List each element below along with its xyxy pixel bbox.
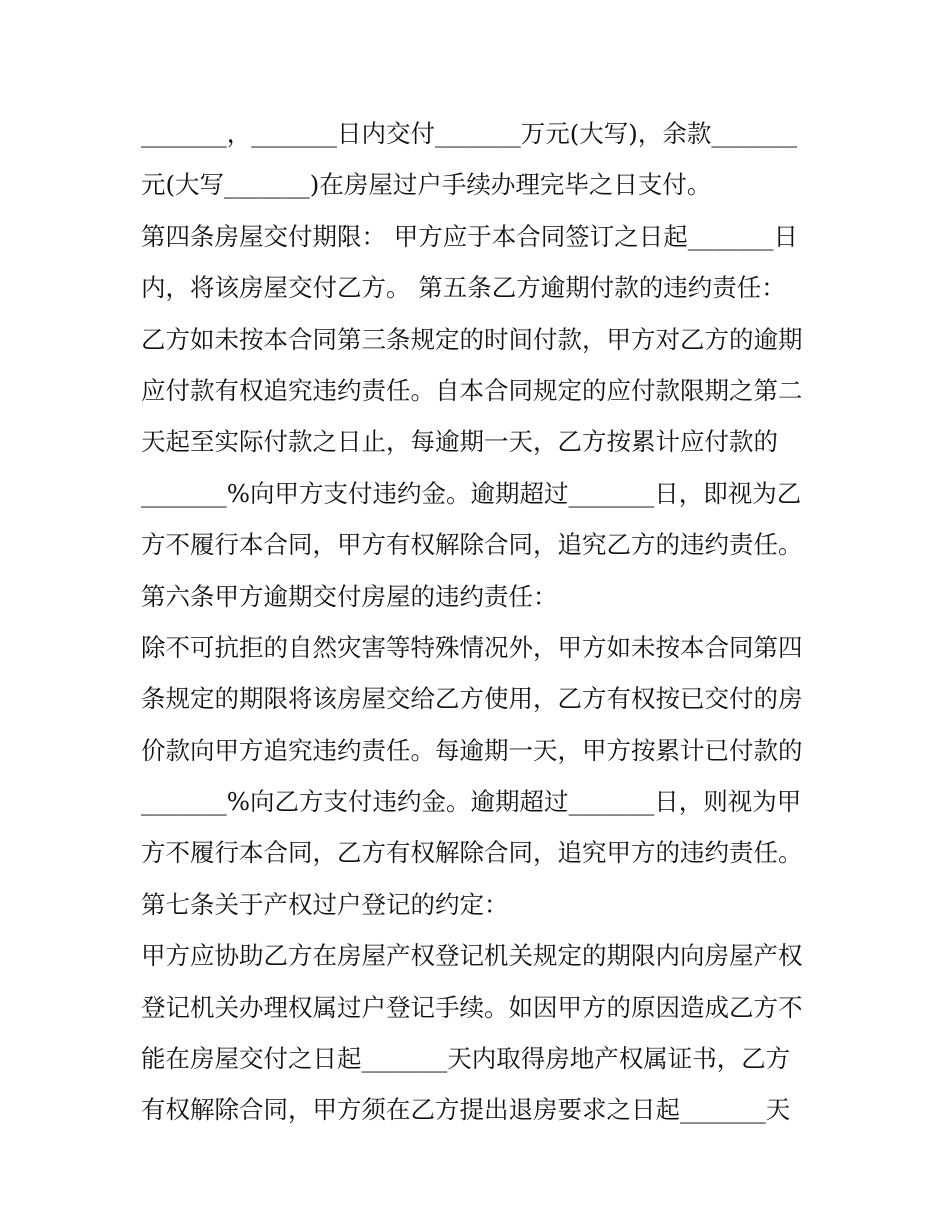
article-5-line: 内，将该房屋交付乙方。 第五条乙方逾期付款的违约责任：: [141, 273, 786, 303]
text-line: 价款向甲方追究违约责任。每逾期一天，甲方按累计已付款的: [141, 735, 803, 765]
text-line: _______，_______日内交付_______万元(大写)，余款_______: [141, 119, 798, 148]
text-line: _______%向乙方支付违约金。逾期超过_______日，则视为甲: [141, 787, 802, 817]
text-line: 方不履行本合同，甲方有权解除合同，追究乙方的违约责任。: [141, 530, 803, 560]
article-6-heading: 第六条甲方逾期交付房屋的违约责任：: [141, 581, 558, 611]
text-line: 甲方应协助乙方在房屋产权登记机关规定的期限内向房屋产权: [141, 941, 803, 971]
article-4-line: 第四条房屋交付期限： 甲方应于本合同签订之日起_______日: [141, 221, 799, 251]
text-line: 元(大写_______)在房屋过户手续办理完毕之日支付。: [141, 170, 712, 200]
contract-text: [141, 108, 841, 1136]
text-line: 能在房屋交付之日起_______天内取得房地产权属证书，乙方: [141, 1044, 791, 1074]
text-line: 方不履行本合同，乙方有权解除合同，追究甲方的违约责任。: [141, 838, 803, 868]
text-line: 登记机关办理权属过户登记手续。如因甲方的原因造成乙方不: [141, 992, 803, 1022]
article-7-heading: 第七条关于产权过户登记的约定：: [141, 889, 509, 919]
text-line: 应付款有权追究违约责任。自本合同规定的应付款限期之第二: [141, 375, 803, 405]
text-line: 乙方如未按本合同第三条规定的时间付款，甲方对乙方的逾期: [141, 324, 803, 354]
text-line: 天起至实际付款之日止，每逾期一天，乙方按累计应付款的: [141, 427, 778, 457]
text-line: 条规定的期限将该房屋交给乙方使用，乙方有权按已交付的房: [141, 684, 803, 714]
text-line: _______%向甲方支付违约金。逾期超过_______日，即视为乙: [141, 478, 802, 508]
text-line: 有权解除合同，甲方须在乙方提出退房要求之日起_______天: [141, 1095, 791, 1125]
text-line: 除不可抗拒的自然灾害等特殊情况外，甲方如未按本合同第四: [141, 632, 803, 662]
